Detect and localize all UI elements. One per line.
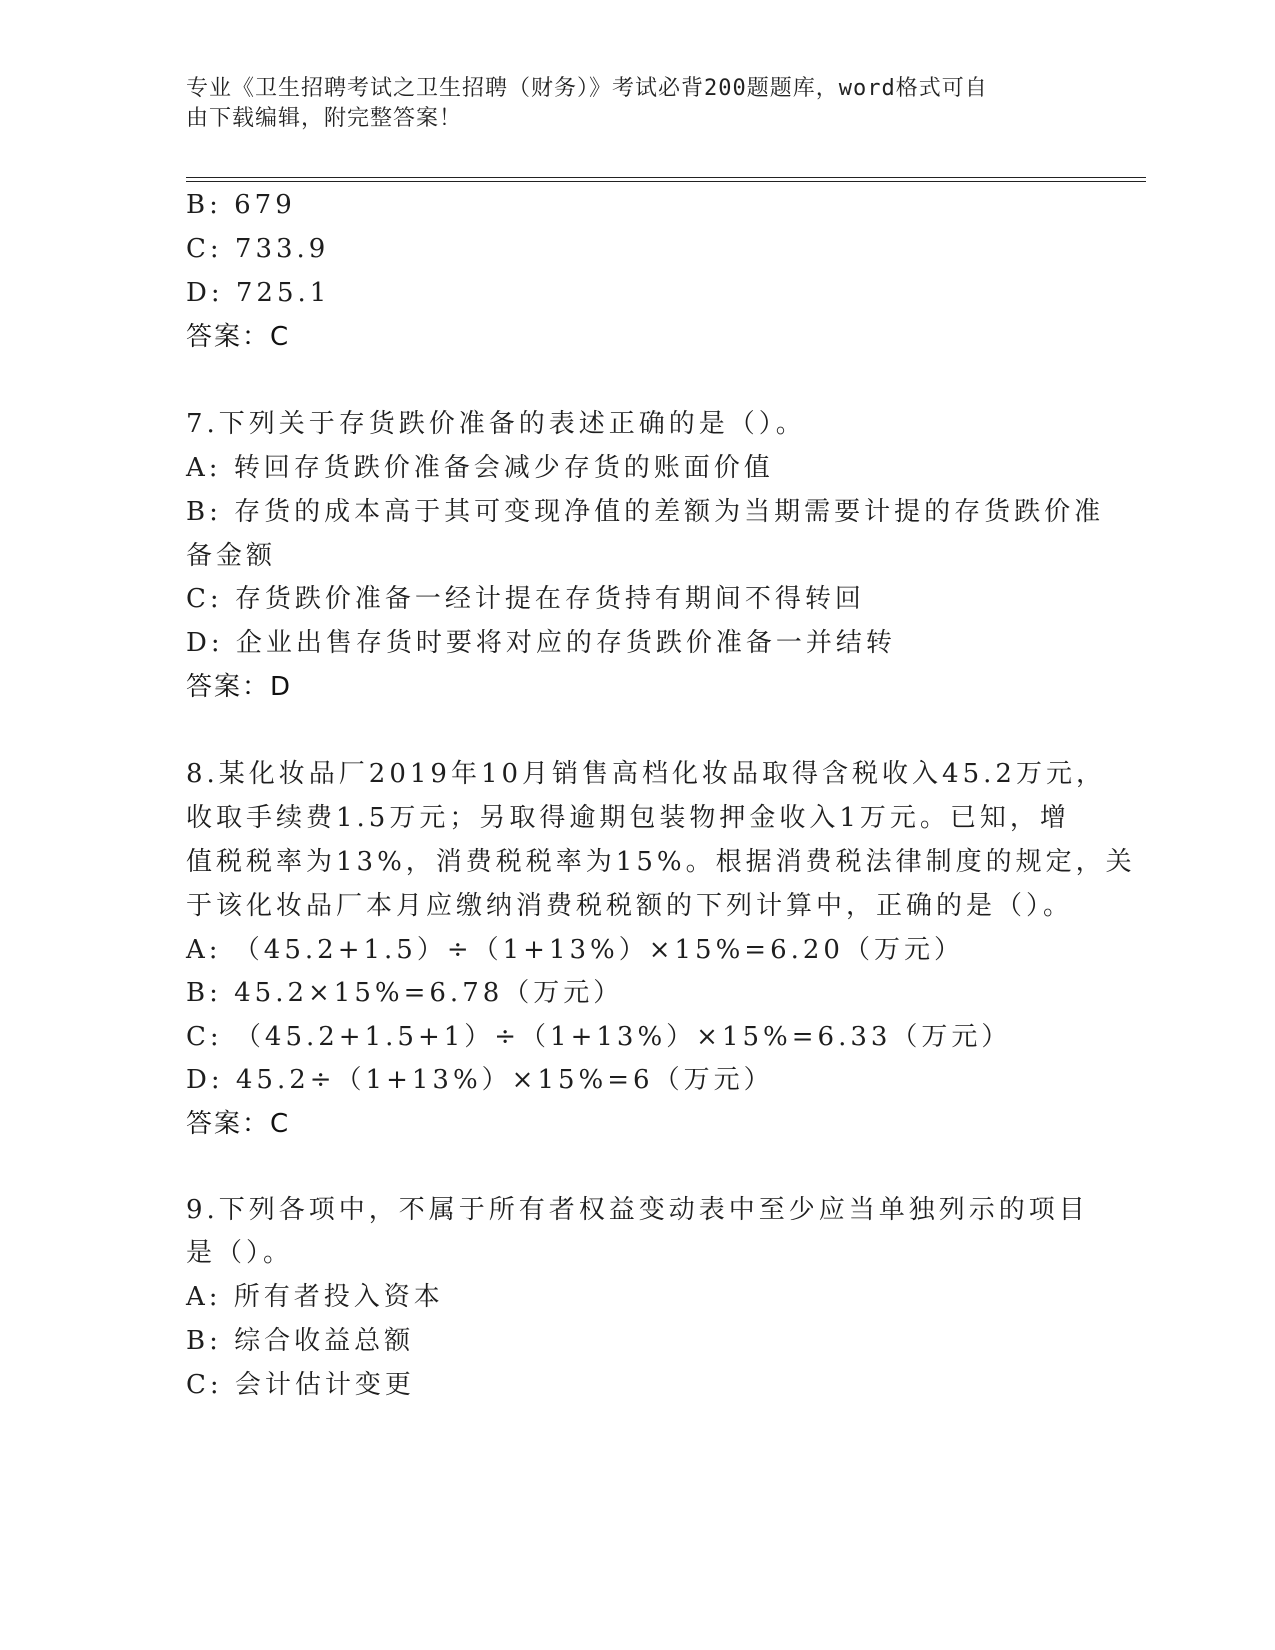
q8-answer: 答案：C <box>186 1109 291 1139</box>
q8-stem-line4: 于该化妆品厂本月应缴纳消费税税额的下列计算中，正确的是（）。 <box>186 891 1074 921</box>
q9-option-c: C: 会计估计变更 <box>186 1370 415 1400</box>
header-line-2: 由下载编辑，附完整答案！ <box>186 106 463 131</box>
q9-option-b: B: 综合收益总额 <box>186 1326 415 1356</box>
q7-option-b-line1: B: 存货的成本高于其可变现净值的差额为当期需要计提的存货跌价准 <box>186 497 1105 527</box>
q9-stem-line1: 9.下列各项中，不属于所有者权益变动表中至少应当单独列示的项目 <box>186 1195 1089 1225</box>
q8-stem-line2: 收取手续费1.5万元；另取得逾期包装物押金收入1万元。已知，增 <box>186 803 1070 833</box>
header-line-1: 专业《卫生招聘考试之卫生招聘（财务）》考试必背200题题库，word格式可自 <box>186 76 988 101</box>
q7-option-a: A: 转回存货跌价准备会减少存货的账面价值 <box>186 453 774 483</box>
header-divider-thin <box>186 177 1146 178</box>
q9-option-a: A: 所有者投入资本 <box>186 1282 444 1312</box>
q7-option-d: D: 企业出售存货时要将对应的存货跌价准备一并结转 <box>186 628 896 658</box>
prev-option-c: C: 733.9 <box>186 234 330 264</box>
q7-answer: 答案：D <box>186 672 293 702</box>
prev-answer: 答案：C <box>186 322 291 352</box>
q9-stem-line2: 是（）。 <box>186 1238 294 1268</box>
q8-stem-line3: 值税税率为13%，消费税税率为15%。根据消费税法律制度的规定，关 <box>186 847 1136 877</box>
q8-stem-line1: 8.某化妆品厂2019年10月销售高档化妆品取得含税收入45.2万元， <box>186 759 1106 789</box>
q7-stem: 7.下列关于存货跌价准备的表述正确的是（）。 <box>186 409 806 439</box>
q8-option-c: C: （45.2+1.5+1）÷（1+13%）×15%=6.33（万元） <box>186 1022 1012 1052</box>
document-header <box>186 74 1066 134</box>
header-divider-thick <box>186 181 1146 182</box>
q7-option-b-line2: 备金额 <box>186 541 277 571</box>
q8-option-a: A: （45.2+1.5）÷（1+13%）×15%=6.20（万元） <box>186 935 964 965</box>
q8-option-b: B: 45.2×15%=6.78（万元） <box>186 978 624 1008</box>
q8-option-d: D: 45.2÷（1+13%）×15%=6（万元） <box>186 1065 774 1095</box>
prev-option-b: B: 679 <box>186 190 296 220</box>
q7-option-c: C: 存货跌价准备一经计提在存货持有期间不得转回 <box>186 584 865 614</box>
prev-option-d: D: 725.1 <box>186 278 331 308</box>
